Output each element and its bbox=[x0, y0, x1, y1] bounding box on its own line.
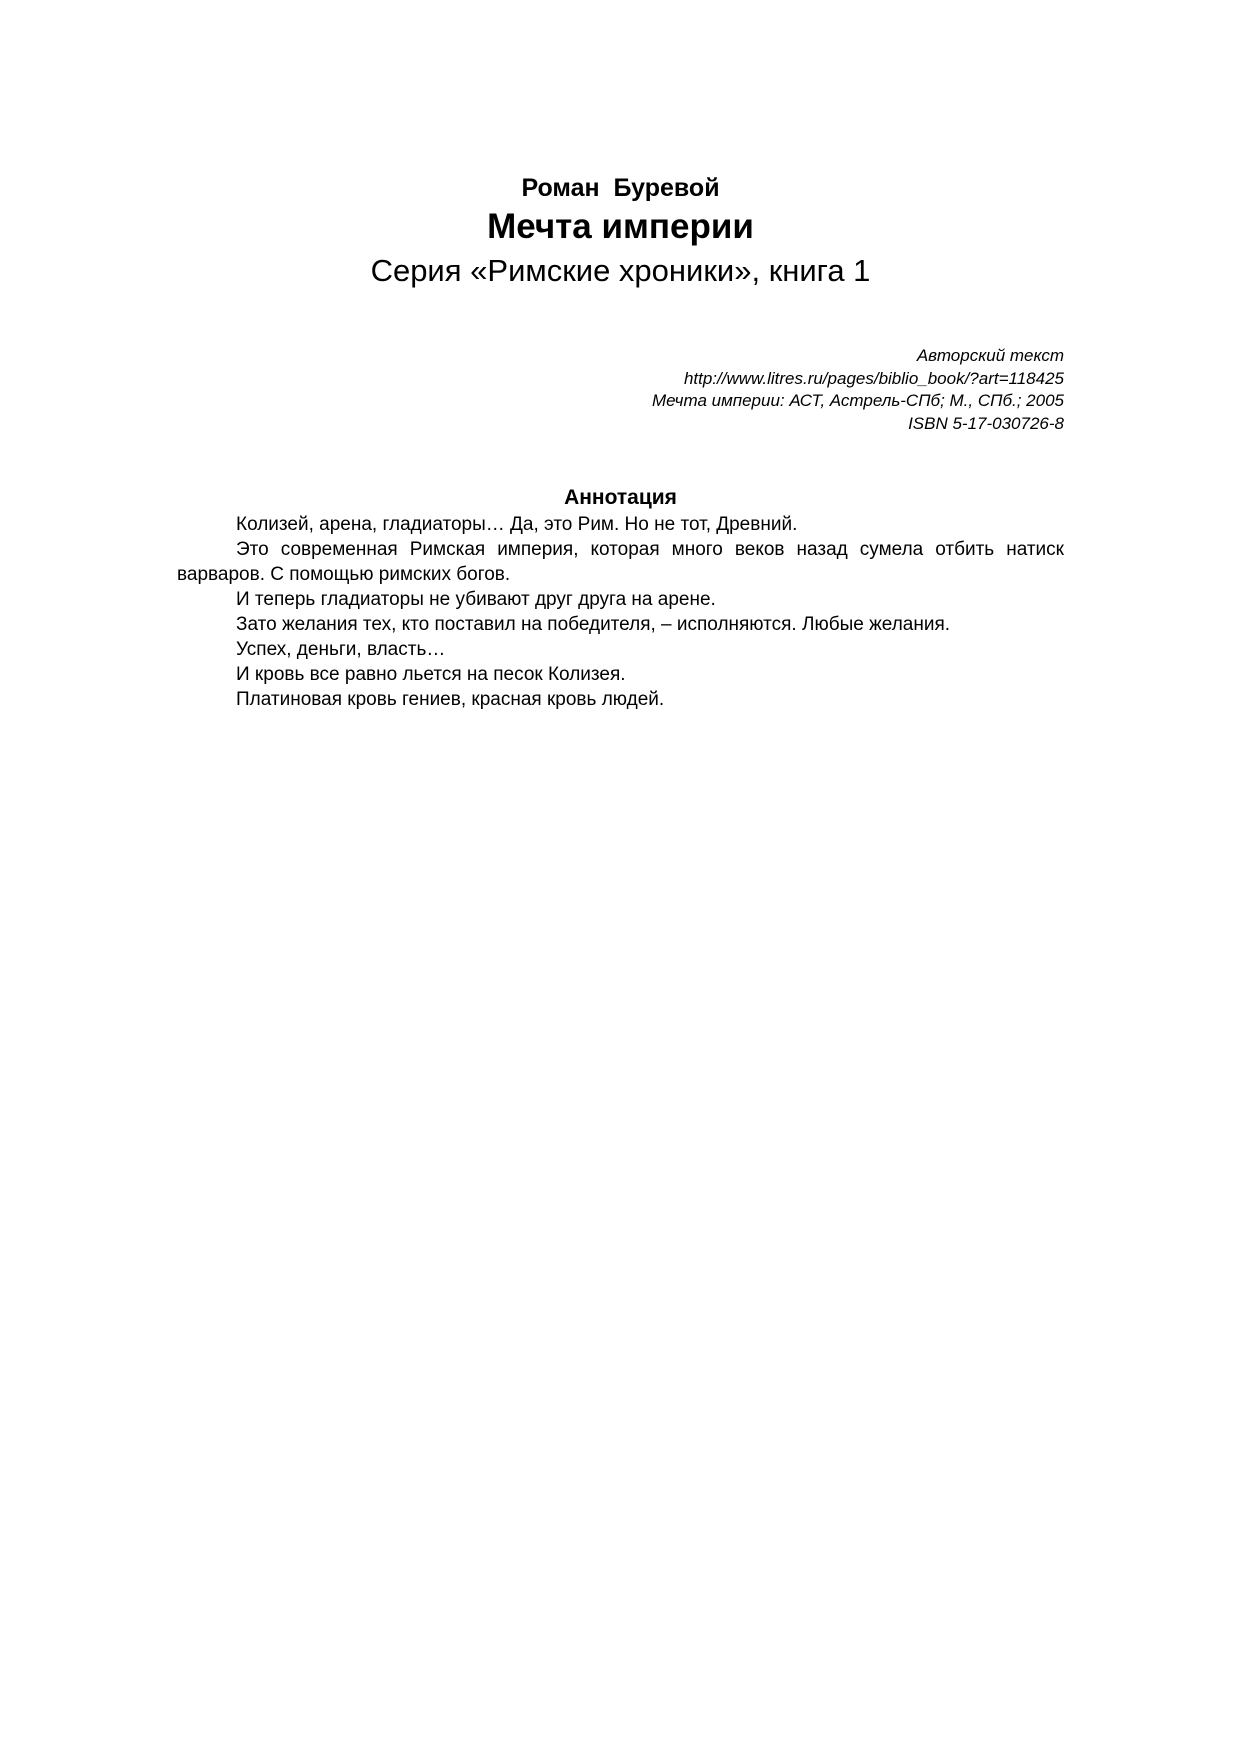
metadata-isbn: ISBN 5-17-030726-8 bbox=[908, 413, 1064, 433]
annotation-paragraph: Платиновая кровь гениев, красная кровь людей. bbox=[236, 689, 665, 710]
metadata-source-url: http://www.litres.ru/pages/biblio_book/?art=118425 bbox=[683, 368, 1064, 388]
annotation-paragraph: Успех, деньги, власть… bbox=[236, 639, 446, 660]
annotation-paragraph: И теперь гладиаторы не убивают друг друга на арене. bbox=[236, 589, 716, 610]
annotation-paragraph: Зато желания тех, кто поставил на победителя, – исполняются. Любые желания. bbox=[236, 614, 951, 635]
title-block bbox=[177, 172, 1064, 291]
metadata-text-type: Авторский текст bbox=[916, 346, 1064, 365]
series-subtitle: Серия «Римские хроники», книга 1 bbox=[370, 253, 871, 288]
annotation-heading: Аннотация bbox=[564, 486, 677, 509]
annotation-section bbox=[177, 484, 1064, 712]
annotation-paragraph: Колизей, арена, гладиаторы… Да, это Рим. Но не тот, Древний. bbox=[236, 514, 798, 535]
annotation-paragraph: И кровь все равно льется на песок Колизея. bbox=[236, 664, 626, 685]
metadata-publisher: Мечта империи: АСТ, Астрель-СПб; М., СПб.; 2005 bbox=[652, 391, 1064, 410]
annotation-paragraph: Это современная Римская империя, которая много веков назад сумела отбить натиск варваров. С помощью римских богов. bbox=[177, 539, 1064, 585]
author-name: Роман Буревой bbox=[521, 174, 720, 202]
publication-metadata bbox=[177, 345, 1064, 435]
book-title: Мечта империи bbox=[487, 207, 754, 246]
